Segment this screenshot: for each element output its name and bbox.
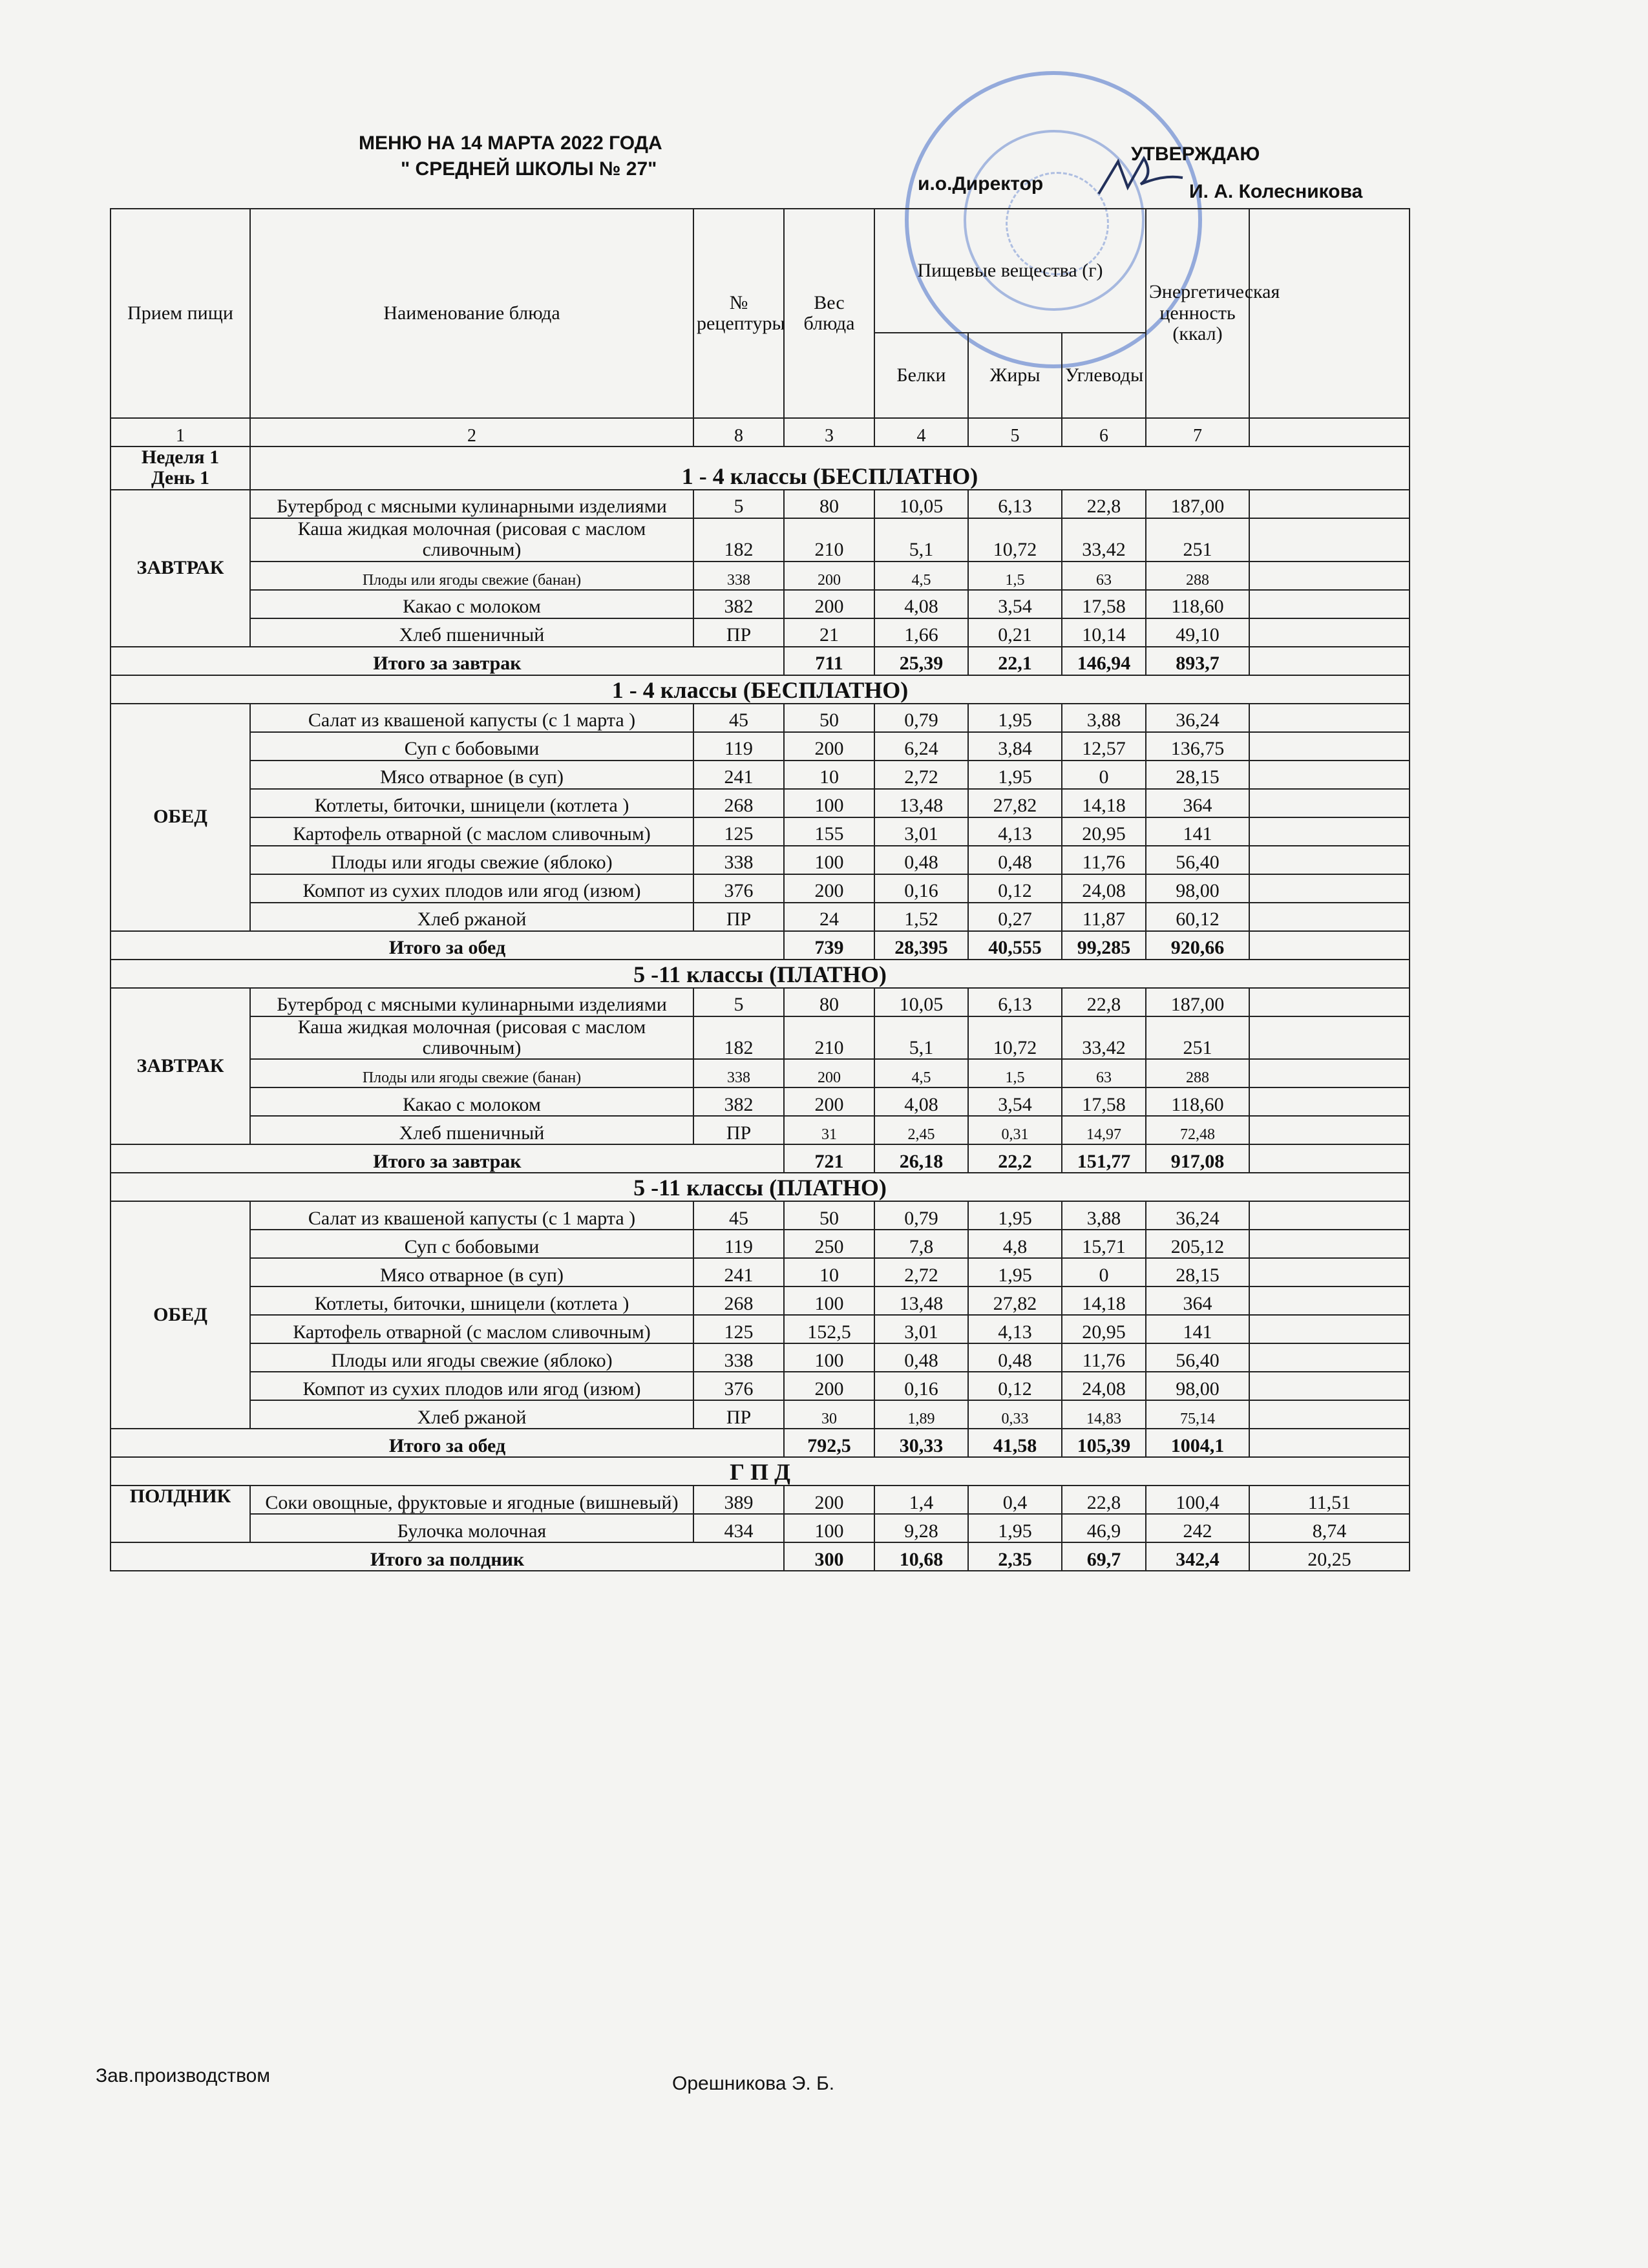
dish-name: Компот из сухих плодов или ягод (изюм) [250,1372,693,1400]
total-energy: 920,66 [1146,931,1249,960]
carbs-value: 11,76 [1062,846,1146,874]
total-price: 20,25 [1249,1542,1410,1571]
total-energy: 1004,1 [1146,1429,1249,1457]
total-energy: 917,08 [1146,1144,1249,1173]
carbs-value: 0 [1062,1258,1146,1286]
protein-value: 9,28 [874,1514,968,1542]
dish-name: Плоды или ягоды свежие (яблоко) [250,846,693,874]
dish-name: Соки овощные, фруктовые и ягодные (вишневый) [250,1486,693,1514]
carbs-value: 12,57 [1062,732,1146,761]
dish-weight: 200 [784,732,874,761]
dish-name: Какао с молоком [250,1087,693,1116]
col-recipe-header: № рецептуры [693,209,784,418]
energy-value: 28,15 [1146,761,1249,789]
energy-value: 136,75 [1146,732,1249,761]
dish-weight: 210 [784,518,874,562]
col-index: 4 [874,418,968,446]
col-index: 6 [1062,418,1146,446]
recipe-number: 389 [693,1486,784,1514]
fat-value: 1,5 [968,1059,1062,1087]
energy-value: 98,00 [1146,1372,1249,1400]
fat-value: 0,27 [968,903,1062,931]
recipe-number: 5 [693,490,784,518]
dish-weight: 50 [784,704,874,732]
dish-weight: 100 [784,846,874,874]
carbs-value: 15,71 [1062,1230,1146,1258]
protein-value: 0,16 [874,1372,968,1400]
total-protein: 25,39 [874,647,968,675]
carbs-value: 10,14 [1062,618,1146,647]
dish-weight: 80 [784,988,874,1016]
col-energy-header: Энергетическая ценность (ккал) [1146,209,1249,418]
fat-value: 3,84 [968,732,1062,761]
dish-name: Хлеб пшеничный [250,1116,693,1144]
carbs-value: 22,8 [1062,490,1146,518]
dish-name: Суп с бобовыми [250,732,693,761]
col-index: 7 [1146,418,1249,446]
protein-value: 4,08 [874,1087,968,1116]
protein-value: 4,5 [874,1059,968,1087]
carbs-value: 17,58 [1062,590,1146,618]
total-carbs: 99,285 [1062,931,1146,960]
carbs-value: 17,58 [1062,1087,1146,1116]
section-header: 1 - 4 классы (БЕСПЛАТНО) [111,675,1410,704]
total-weight: 792,5 [784,1429,874,1457]
recipe-number: 338 [693,1343,784,1372]
meal-label-snack: ПОЛДНИК [111,1486,250,1542]
dish-name: Котлеты, биточки, шницели (котлета ) [250,1286,693,1315]
total-label: Итого за обед [111,931,784,960]
carbs-value: 14,83 [1062,1400,1146,1429]
fat-value: 1,95 [968,1514,1062,1542]
recipe-number: 338 [693,562,784,590]
total-weight: 300 [784,1542,874,1571]
protein-value: 1,89 [874,1400,968,1429]
dish-weight: 10 [784,761,874,789]
dish-name: Картофель отварной (с маслом сливочным) [250,1315,693,1343]
energy-value: 251 [1146,518,1249,562]
dish-name: Хлеб пшеничный [250,618,693,647]
protein-value: 10,05 [874,490,968,518]
total-fat: 22,2 [968,1144,1062,1173]
carbs-value: 14,18 [1062,1286,1146,1315]
director-signature [1092,149,1189,207]
fat-value: 6,13 [968,988,1062,1016]
fat-value: 3,54 [968,1087,1062,1116]
total-protein: 10,68 [874,1542,968,1571]
dish-weight: 100 [784,1343,874,1372]
dish-weight: 50 [784,1201,874,1230]
protein-value: 4,5 [874,562,968,590]
dish-weight: 200 [784,1059,874,1087]
total-fat: 22,1 [968,647,1062,675]
total-carbs: 69,7 [1062,1542,1146,1571]
fat-value: 1,95 [968,704,1062,732]
fat-value: 0,33 [968,1400,1062,1429]
recipe-number: ПР [693,1116,784,1144]
protein-value: 2,72 [874,1258,968,1286]
energy-value: 141 [1146,817,1249,846]
dish-weight: 200 [784,874,874,903]
dish-weight: 200 [784,562,874,590]
recipe-number: ПР [693,903,784,931]
fat-value: 10,72 [968,1016,1062,1060]
fat-value: 0,12 [968,874,1062,903]
week-day-label: Неделя 1 День 1 [111,446,250,490]
energy-value: 205,12 [1146,1230,1249,1258]
recipe-number: 119 [693,732,784,761]
col-index: 1 [111,418,250,446]
approve-label: УТВЕРЖДАЮ [1131,143,1260,165]
total-fat: 40,555 [968,931,1062,960]
fat-value: 1,95 [968,1258,1062,1286]
carbs-value: 20,95 [1062,1315,1146,1343]
total-protein: 26,18 [874,1144,968,1173]
energy-value: 60,12 [1146,903,1249,931]
energy-value: 56,40 [1146,1343,1249,1372]
dish-weight: 210 [784,1016,874,1060]
meal-label-breakfast: ЗАВТРАК [111,490,250,647]
fat-value: 1,5 [968,562,1062,590]
total-label: Итого за завтрак [111,647,784,675]
recipe-number: 382 [693,590,784,618]
energy-value: 251 [1146,1016,1249,1060]
carbs-value: 46,9 [1062,1514,1146,1542]
total-label: Итого за полдник [111,1542,784,1571]
energy-value: 288 [1146,562,1249,590]
section-header: 5 -11 классы (ПЛАТНО) [111,1173,1410,1201]
fat-value: 4,13 [968,817,1062,846]
total-protein: 30,33 [874,1429,968,1457]
recipe-number: 338 [693,1059,784,1087]
total-weight: 721 [784,1144,874,1173]
carbs-value: 14,97 [1062,1116,1146,1144]
menu-title-line1: МЕНЮ НА 14 МАРТА 2022 ГОДА [359,132,662,154]
carbs-value: 33,42 [1062,1016,1146,1060]
meal-label-lunch: ОБЕД [111,704,250,931]
energy-value: 364 [1146,1286,1249,1315]
recipe-number: ПР [693,1400,784,1429]
footer-name: Орешникова Э. Б. [672,2073,835,2094]
carbs-value: 33,42 [1062,518,1146,562]
dish-weight: 200 [784,590,874,618]
dish-name: Хлеб ржаной [250,903,693,931]
recipe-number: 268 [693,789,784,817]
fat-value: 0,21 [968,618,1062,647]
recipe-number: 45 [693,704,784,732]
carbs-value: 24,08 [1062,874,1146,903]
dish-name: Каша жидкая молочная (рисовая с маслом сливочным) [250,518,693,562]
carbs-value: 11,76 [1062,1343,1146,1372]
dish-name: Плоды или ягоды свежие (банан) [250,562,693,590]
fat-value: 4,8 [968,1230,1062,1258]
fat-value: 27,82 [968,789,1062,817]
fat-value: 0,12 [968,1372,1062,1400]
protein-value: 4,08 [874,590,968,618]
protein-value: 7,8 [874,1230,968,1258]
protein-value: 3,01 [874,817,968,846]
dish-weight: 200 [784,1372,874,1400]
protein-value: 1,66 [874,618,968,647]
dish-weight: 200 [784,1087,874,1116]
dish-weight: 24 [784,903,874,931]
fat-value: 3,54 [968,590,1062,618]
dish-name: Булочка молочная [250,1514,693,1542]
carbs-value: 22,8 [1062,988,1146,1016]
section-header: 5 -11 классы (ПЛАТНО) [111,960,1410,988]
dish-name: Какао с молоком [250,590,693,618]
energy-value: 141 [1146,1315,1249,1343]
energy-value: 36,24 [1146,1201,1249,1230]
director-name: И. А. Колесникова [1189,181,1363,202]
energy-value: 28,15 [1146,1258,1249,1286]
fat-value: 0,48 [968,846,1062,874]
dish-name: Компот из сухих плодов или ягод (изюм) [250,874,693,903]
col-dish-header: Наименование блюда [250,209,693,418]
protein-value: 0,48 [874,1343,968,1372]
recipe-number: 241 [693,1258,784,1286]
total-carbs: 146,94 [1062,647,1146,675]
carbs-value: 20,95 [1062,817,1146,846]
section-header: Г П Д [111,1457,1410,1486]
energy-value: 36,24 [1146,704,1249,732]
recipe-number: 338 [693,846,784,874]
price-value: 8,74 [1249,1514,1410,1542]
dish-name: Хлеб ржаной [250,1400,693,1429]
col-index: 8 [693,418,784,446]
protein-value: 0,79 [874,1201,968,1230]
dish-name: Картофель отварной (с маслом сливочным) [250,817,693,846]
protein-value: 5,1 [874,518,968,562]
recipe-number: 119 [693,1230,784,1258]
col-protein-header: Белки [874,333,968,418]
protein-value: 10,05 [874,988,968,1016]
protein-value: 13,48 [874,789,968,817]
price-value: 11,51 [1249,1486,1410,1514]
carbs-value: 14,18 [1062,789,1146,817]
dish-name: Суп с бобовыми [250,1230,693,1258]
protein-value: 2,45 [874,1116,968,1144]
protein-value: 5,1 [874,1016,968,1060]
dish-name: Бутерброд с мясными кулинарными изделиями [250,490,693,518]
recipe-number: 434 [693,1514,784,1542]
dish-weight: 10 [784,1258,874,1286]
energy-value: 98,00 [1146,874,1249,903]
recipe-number: 376 [693,1372,784,1400]
dish-weight: 100 [784,789,874,817]
dish-name: Плоды или ягоды свежие (яблоко) [250,1343,693,1372]
total-label: Итого за обед [111,1429,784,1457]
carbs-value: 63 [1062,1059,1146,1087]
menu-title-line2: " СРЕДНЕЙ ШКОЛЫ № 27" [401,158,657,180]
carbs-value: 3,88 [1062,704,1146,732]
energy-value: 56,40 [1146,846,1249,874]
total-fat: 41,58 [968,1429,1062,1457]
dish-weight: 100 [784,1514,874,1542]
protein-value: 3,01 [874,1315,968,1343]
fat-value: 10,72 [968,518,1062,562]
protein-value: 1,4 [874,1486,968,1514]
dish-name: Каша жидкая молочная (рисовая с маслом сливочным) [250,1016,693,1060]
fat-value: 0,48 [968,1343,1062,1372]
energy-value: 187,00 [1146,988,1249,1016]
energy-value: 100,4 [1146,1486,1249,1514]
energy-value: 72,48 [1146,1116,1249,1144]
recipe-number: 125 [693,1315,784,1343]
dish-name: Мясо отварное (в суп) [250,761,693,789]
total-energy: 893,7 [1146,647,1249,675]
protein-value: 0,79 [874,704,968,732]
dish-weight: 80 [784,490,874,518]
fat-value: 4,13 [968,1315,1062,1343]
carbs-value: 63 [1062,562,1146,590]
col-index: 3 [784,418,874,446]
col-meal-header: Прием пищи [111,209,250,418]
recipe-number: 125 [693,817,784,846]
energy-value: 288 [1146,1059,1249,1087]
dish-weight: 152,5 [784,1315,874,1343]
col-carbs-header: Углеводы [1062,333,1146,418]
recipe-number: 268 [693,1286,784,1315]
dish-name: Салат из квашеной капусты (с 1 марта ) [250,704,693,732]
protein-value: 13,48 [874,1286,968,1315]
total-weight: 711 [784,647,874,675]
total-carbs: 105,39 [1062,1429,1146,1457]
energy-value: 364 [1146,789,1249,817]
recipe-number: 5 [693,988,784,1016]
total-label: Итого за завтрак [111,1144,784,1173]
protein-value: 1,52 [874,903,968,931]
carbs-value: 24,08 [1062,1372,1146,1400]
dish-weight: 200 [784,1486,874,1514]
dish-weight: 21 [784,618,874,647]
dish-name: Бутерброд с мясными кулинарными изделиями [250,988,693,1016]
meal-label-lunch: ОБЕД [111,1201,250,1429]
carbs-value: 0 [1062,761,1146,789]
col-index: 2 [250,418,693,446]
col-nutrients-header: Пищевые вещества (г) [874,209,1146,333]
energy-value: 49,10 [1146,618,1249,647]
protein-value: 0,16 [874,874,968,903]
total-weight: 739 [784,931,874,960]
recipe-number: 45 [693,1201,784,1230]
recipe-number: 382 [693,1087,784,1116]
meal-label-breakfast: ЗАВТРАК [111,988,250,1145]
dish-weight: 100 [784,1286,874,1315]
protein-value: 6,24 [874,732,968,761]
dish-name: Салат из квашеной капусты (с 1 марта ) [250,1201,693,1230]
dish-name: Мясо отварное (в суп) [250,1258,693,1286]
footer-position: Зав.производством [96,2065,270,2086]
energy-value: 187,00 [1146,490,1249,518]
col-fat-header: Жиры [968,333,1062,418]
total-protein: 28,395 [874,931,968,960]
total-carbs: 151,77 [1062,1144,1146,1173]
recipe-number: 182 [693,1016,784,1060]
dish-weight: 250 [784,1230,874,1258]
energy-value: 75,14 [1146,1400,1249,1429]
dish-weight: 155 [784,817,874,846]
carbs-value: 22,8 [1062,1486,1146,1514]
energy-value: 118,60 [1146,590,1249,618]
protein-value: 2,72 [874,761,968,789]
dish-weight: 31 [784,1116,874,1144]
col-weight-header: Вес блюда [784,209,874,418]
dish-name: Котлеты, биточки, шницели (котлета ) [250,789,693,817]
total-fat: 2,35 [968,1542,1062,1571]
recipe-number: 376 [693,874,784,903]
fat-value: 0,4 [968,1486,1062,1514]
dish-weight: 30 [784,1400,874,1429]
fat-value: 1,95 [968,761,1062,789]
fat-value: 27,82 [968,1286,1062,1315]
energy-value: 118,60 [1146,1087,1249,1116]
col-index: 5 [968,418,1062,446]
director-title: и.о.Директор [918,173,1044,194]
total-energy: 342,4 [1146,1542,1249,1571]
energy-value: 242 [1146,1514,1249,1542]
carbs-value: 3,88 [1062,1201,1146,1230]
recipe-number: 182 [693,518,784,562]
carbs-value: 11,87 [1062,903,1146,931]
protein-value: 0,48 [874,846,968,874]
fat-value: 0,31 [968,1116,1062,1144]
fat-value: 1,95 [968,1201,1062,1230]
recipe-number: 241 [693,761,784,789]
fat-value: 6,13 [968,490,1062,518]
menu-table [110,208,1410,1571]
recipe-number: ПР [693,618,784,647]
section-header: 1 - 4 классы (БЕСПЛАТНО) [250,446,1410,490]
dish-name: Плоды или ягоды свежие (банан) [250,1059,693,1087]
